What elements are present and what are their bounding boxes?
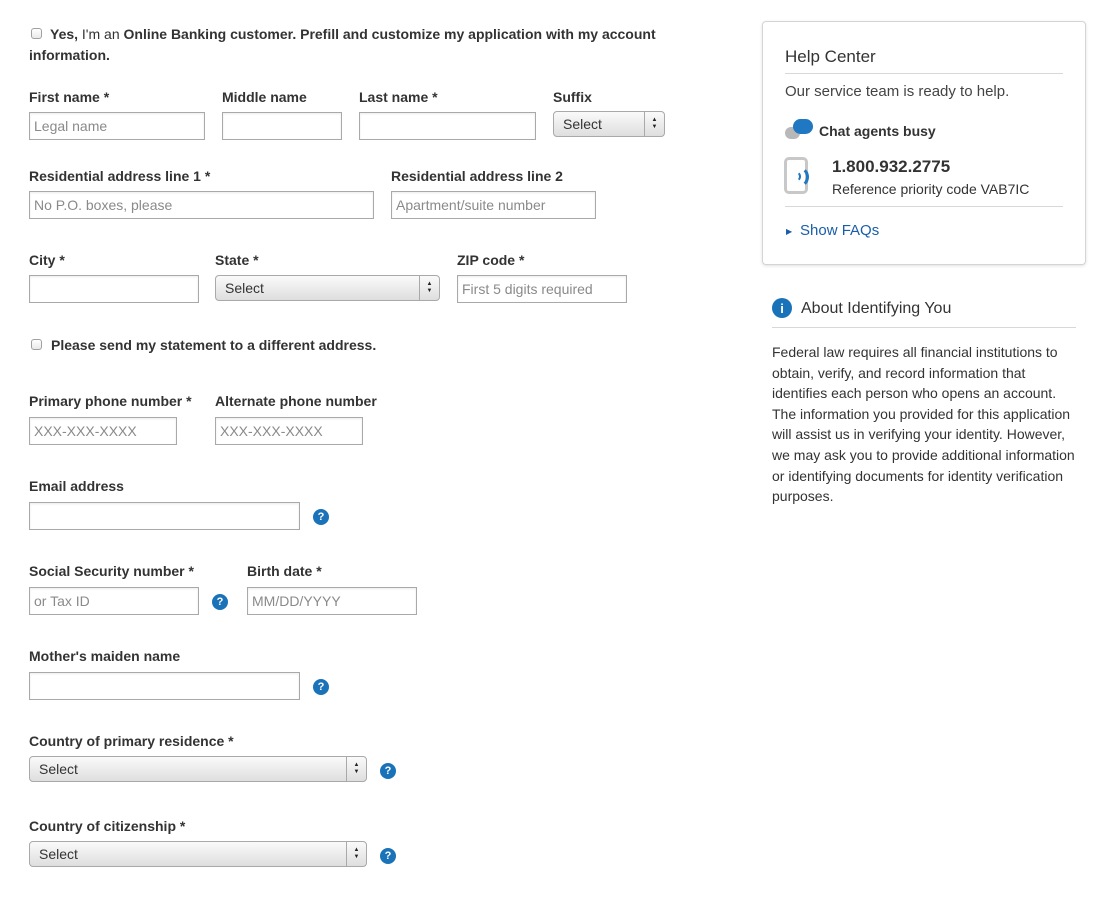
- divider: [785, 73, 1063, 74]
- city-label: City *: [29, 252, 65, 268]
- select-arrows-icon: ▲ ▼: [644, 112, 664, 136]
- first-name-input[interactable]: [29, 112, 205, 140]
- suffix-label: Suffix: [553, 89, 592, 105]
- chat-status: Chat agents busy: [819, 123, 936, 139]
- caret-right-icon: ▶: [786, 227, 793, 236]
- suffix-select-value: Select: [563, 116, 602, 132]
- info-icon: i: [772, 298, 792, 318]
- suffix-select[interactable]: [553, 111, 665, 137]
- country-citizenship-value: Select: [39, 846, 78, 862]
- primary-phone-input[interactable]: [29, 417, 177, 445]
- email-label: Email address: [29, 478, 124, 494]
- maiden-name-input[interactable]: [29, 672, 300, 700]
- zip-label: ZIP code *: [457, 252, 525, 268]
- middle-name-input[interactable]: [222, 112, 342, 140]
- help-center-subtitle: Our service team is ready to help.: [785, 83, 1010, 100]
- ssn-help-icon[interactable]: ?: [212, 594, 228, 610]
- address2-label: Residential address line 2: [391, 168, 563, 184]
- reference-code: Reference priority code VAB7IC: [832, 181, 1030, 197]
- maiden-name-label: Mother's maiden name: [29, 648, 181, 664]
- divider: [772, 327, 1076, 328]
- select-arrows-icon: ▲ ▼: [346, 757, 366, 781]
- state-select[interactable]: [215, 275, 440, 301]
- address1-input[interactable]: [29, 191, 374, 219]
- country-residence-label: Country of primary residence *: [29, 733, 234, 749]
- email-help-icon[interactable]: ?: [313, 509, 329, 525]
- about-title: About Identifying You: [801, 300, 952, 317]
- birth-date-label: Birth date *: [247, 563, 322, 579]
- alternate-phone-label: Alternate phone number: [215, 393, 377, 409]
- primary-phone-label: Primary phone number *: [29, 393, 192, 409]
- help-center-title: Help Center: [785, 47, 876, 66]
- select-arrows-icon: ▲ ▼: [346, 842, 366, 866]
- prefill-label: Yes, I'm an Online Banking customer. Prefill and customize my application with my account information.: [29, 26, 656, 63]
- alternate-phone-input[interactable]: [215, 417, 363, 445]
- different-address-checkbox[interactable]: [31, 339, 42, 350]
- country-citizenship-help-icon[interactable]: ?: [380, 848, 396, 864]
- show-faqs-link[interactable]: Show FAQs: [800, 222, 880, 239]
- state-select-value: Select: [225, 280, 264, 296]
- address1-label: Residential address line 1 *: [29, 168, 211, 184]
- different-address-label: Please send my statement to a different address.: [51, 337, 377, 353]
- phone-signal-icon: [784, 157, 808, 194]
- country-citizenship-label: Country of citizenship *: [29, 818, 186, 834]
- about-body: Federal law requires all financial institutions to obtain, verify, and record information that identifies each person who opens an account. The information you provided for this application will assist us in verifying your identity. However, we may ask you to provide additional information or identifying documents for identity verification purposes.: [772, 344, 1075, 505]
- city-input[interactable]: [29, 275, 199, 303]
- country-residence-value: Select: [39, 761, 78, 777]
- email-input[interactable]: [29, 502, 300, 530]
- last-name-input[interactable]: [359, 112, 536, 140]
- divider: [785, 206, 1063, 207]
- select-arrows-icon: ▲ ▼: [419, 276, 439, 300]
- country-residence-help-icon[interactable]: ?: [380, 763, 396, 779]
- state-label: State *: [215, 252, 259, 268]
- middle-name-label: Middle name: [222, 89, 307, 105]
- birth-date-input[interactable]: [247, 587, 417, 615]
- last-name-label: Last name *: [359, 89, 438, 105]
- help-phone-number[interactable]: 1.800.932.2775: [832, 157, 951, 176]
- country-citizenship-select[interactable]: [29, 841, 367, 867]
- ssn-input[interactable]: [29, 587, 199, 615]
- maiden-name-help-icon[interactable]: ?: [313, 679, 329, 695]
- country-residence-select[interactable]: [29, 756, 367, 782]
- address2-input[interactable]: [391, 191, 596, 219]
- ssn-label: Social Security number *: [29, 563, 194, 579]
- first-name-label: First name *: [29, 89, 110, 105]
- chat-bubbles-icon: [785, 119, 815, 141]
- zip-input[interactable]: [457, 275, 627, 303]
